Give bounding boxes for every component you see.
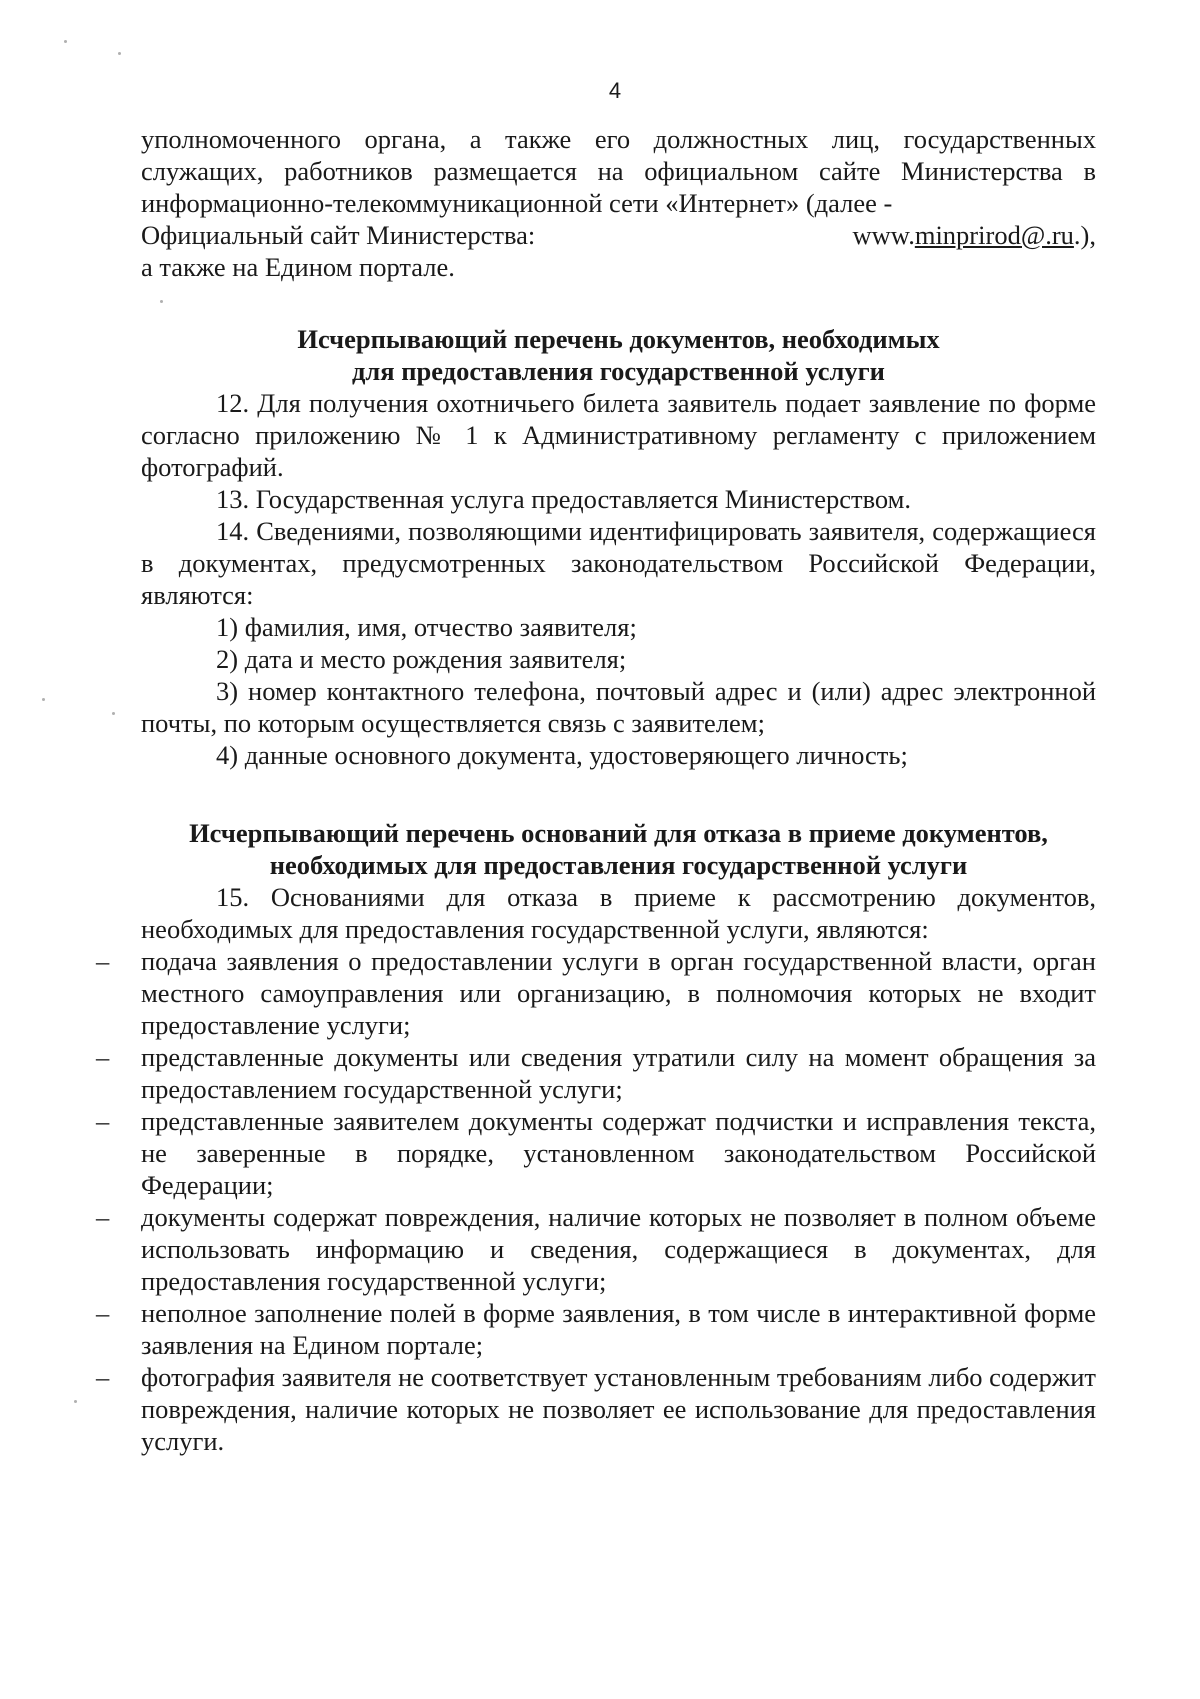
section2-heading-line1: Исчерпывающий перечень оснований для отказа в приеме документов, [189, 818, 1048, 848]
list-item [96, 1297, 1096, 1361]
paragraph-15: 15. Основаниями для отказа в приеме к рассмотрению документов, необходимых для предоставления государственной услуги, являются: [141, 882, 1096, 944]
list-item [96, 1201, 1096, 1297]
list-item-text: представленные документы или сведения утратили силу на момент обращения за предоставлением государственной услуги; [141, 1042, 1096, 1104]
dash-bullet: – [96, 1202, 110, 1232]
list-item-text: фотография заявителя не соответствует установленным требованиям либо содержит повреждения, наличие которых не позволяет ее использование для предоставления услуги. [141, 1362, 1096, 1456]
scan-speck [112, 712, 115, 715]
paragraph-13: 13. Государственная услуга предоставляется Министерством. [216, 484, 912, 514]
list-item-text: представленные заявителем документы содержат подчистки и исправления текста, не заверенные в порядке, установленном законодательством Российской Федерации; [141, 1106, 1096, 1200]
list-item: 2) дата и место рождения заявителя; [216, 644, 627, 674]
site-suffix: .), [1073, 220, 1096, 250]
section2-heading-line2: необходимых для предоставления государственной услуги [269, 850, 968, 880]
list-item-text: документы содержат повреждения, наличие которых не позволяет в полном объеме использовать информацию и сведения, содержащиеся в документах, для предоставления государственной услуги; [141, 1202, 1096, 1296]
section1-heading-line2: для предоставления государственной услуги [352, 356, 885, 386]
scan-speck [118, 52, 121, 55]
paragraph-14: 14. Сведениями, позволяющими идентифицировать заявителя, содержащиеся в документах, предусмотренных законодательством Российской Федерации, являются: [141, 516, 1096, 610]
intro-tail: а также на Едином портале. [141, 252, 455, 282]
intro-paragraph: уполномоченного органа, а также его должностных лиц, государственных служащих, работников размещается на официальном сайте Министерства в информационно-телекоммуникационной сети «Интернет» (далее - [141, 124, 1096, 218]
section1-heading [141, 323, 1096, 387]
scan-speck [64, 40, 67, 43]
list-item-text: подача заявления о предоставлении услуги в орган государственной власти, орган местного самоуправления или организацию, в полномочия которых не входит предоставление услуги; [141, 946, 1096, 1040]
official-site-address [853, 219, 1097, 251]
official-site-label: Официальный сайт Министерства: [141, 220, 536, 250]
list-item-text: неполное заполнение полей в форме заявления, в том числе в интерактивной форме заявления на Едином портале; [141, 1298, 1096, 1360]
site-link[interactable]: minprirod@.ru [914, 220, 1074, 250]
scan-speck [74, 1400, 77, 1403]
list-item [96, 945, 1096, 1041]
official-site-line [141, 219, 1096, 251]
list-item [96, 1105, 1096, 1201]
dash-bullet: – [96, 1106, 110, 1136]
list-item: 3) номер контактного телефона, почтовый адрес и (или) адрес электронной почты, по которым осуществляется связь с заявителем; [141, 676, 1096, 738]
scan-speck [42, 698, 45, 701]
list-item [96, 1361, 1096, 1457]
list-item: 1) фамилия, имя, отчество заявителя; [216, 612, 637, 642]
list-item: 4) данные основного документа, удостоверяющего личность; [216, 740, 908, 770]
refusal-grounds-list [96, 945, 1096, 1457]
dash-bullet: – [96, 946, 110, 976]
dash-bullet: – [96, 1298, 110, 1328]
site-prefix: www. [852, 220, 915, 250]
section1-heading-line1: Исчерпывающий перечень документов, необходимых [297, 324, 940, 354]
page-number: 4 [608, 78, 622, 103]
document-body [96, 123, 1096, 1457]
dash-bullet: – [96, 1362, 110, 1392]
list-item [96, 1041, 1096, 1105]
paragraph-12: 12. Для получения охотничьего билета заявитель подает заявление по форме согласно приложению № 1 к Административному регламенту с приложением фотографий. [141, 388, 1096, 482]
dash-bullet: – [96, 1042, 110, 1072]
section2-heading [141, 817, 1096, 881]
